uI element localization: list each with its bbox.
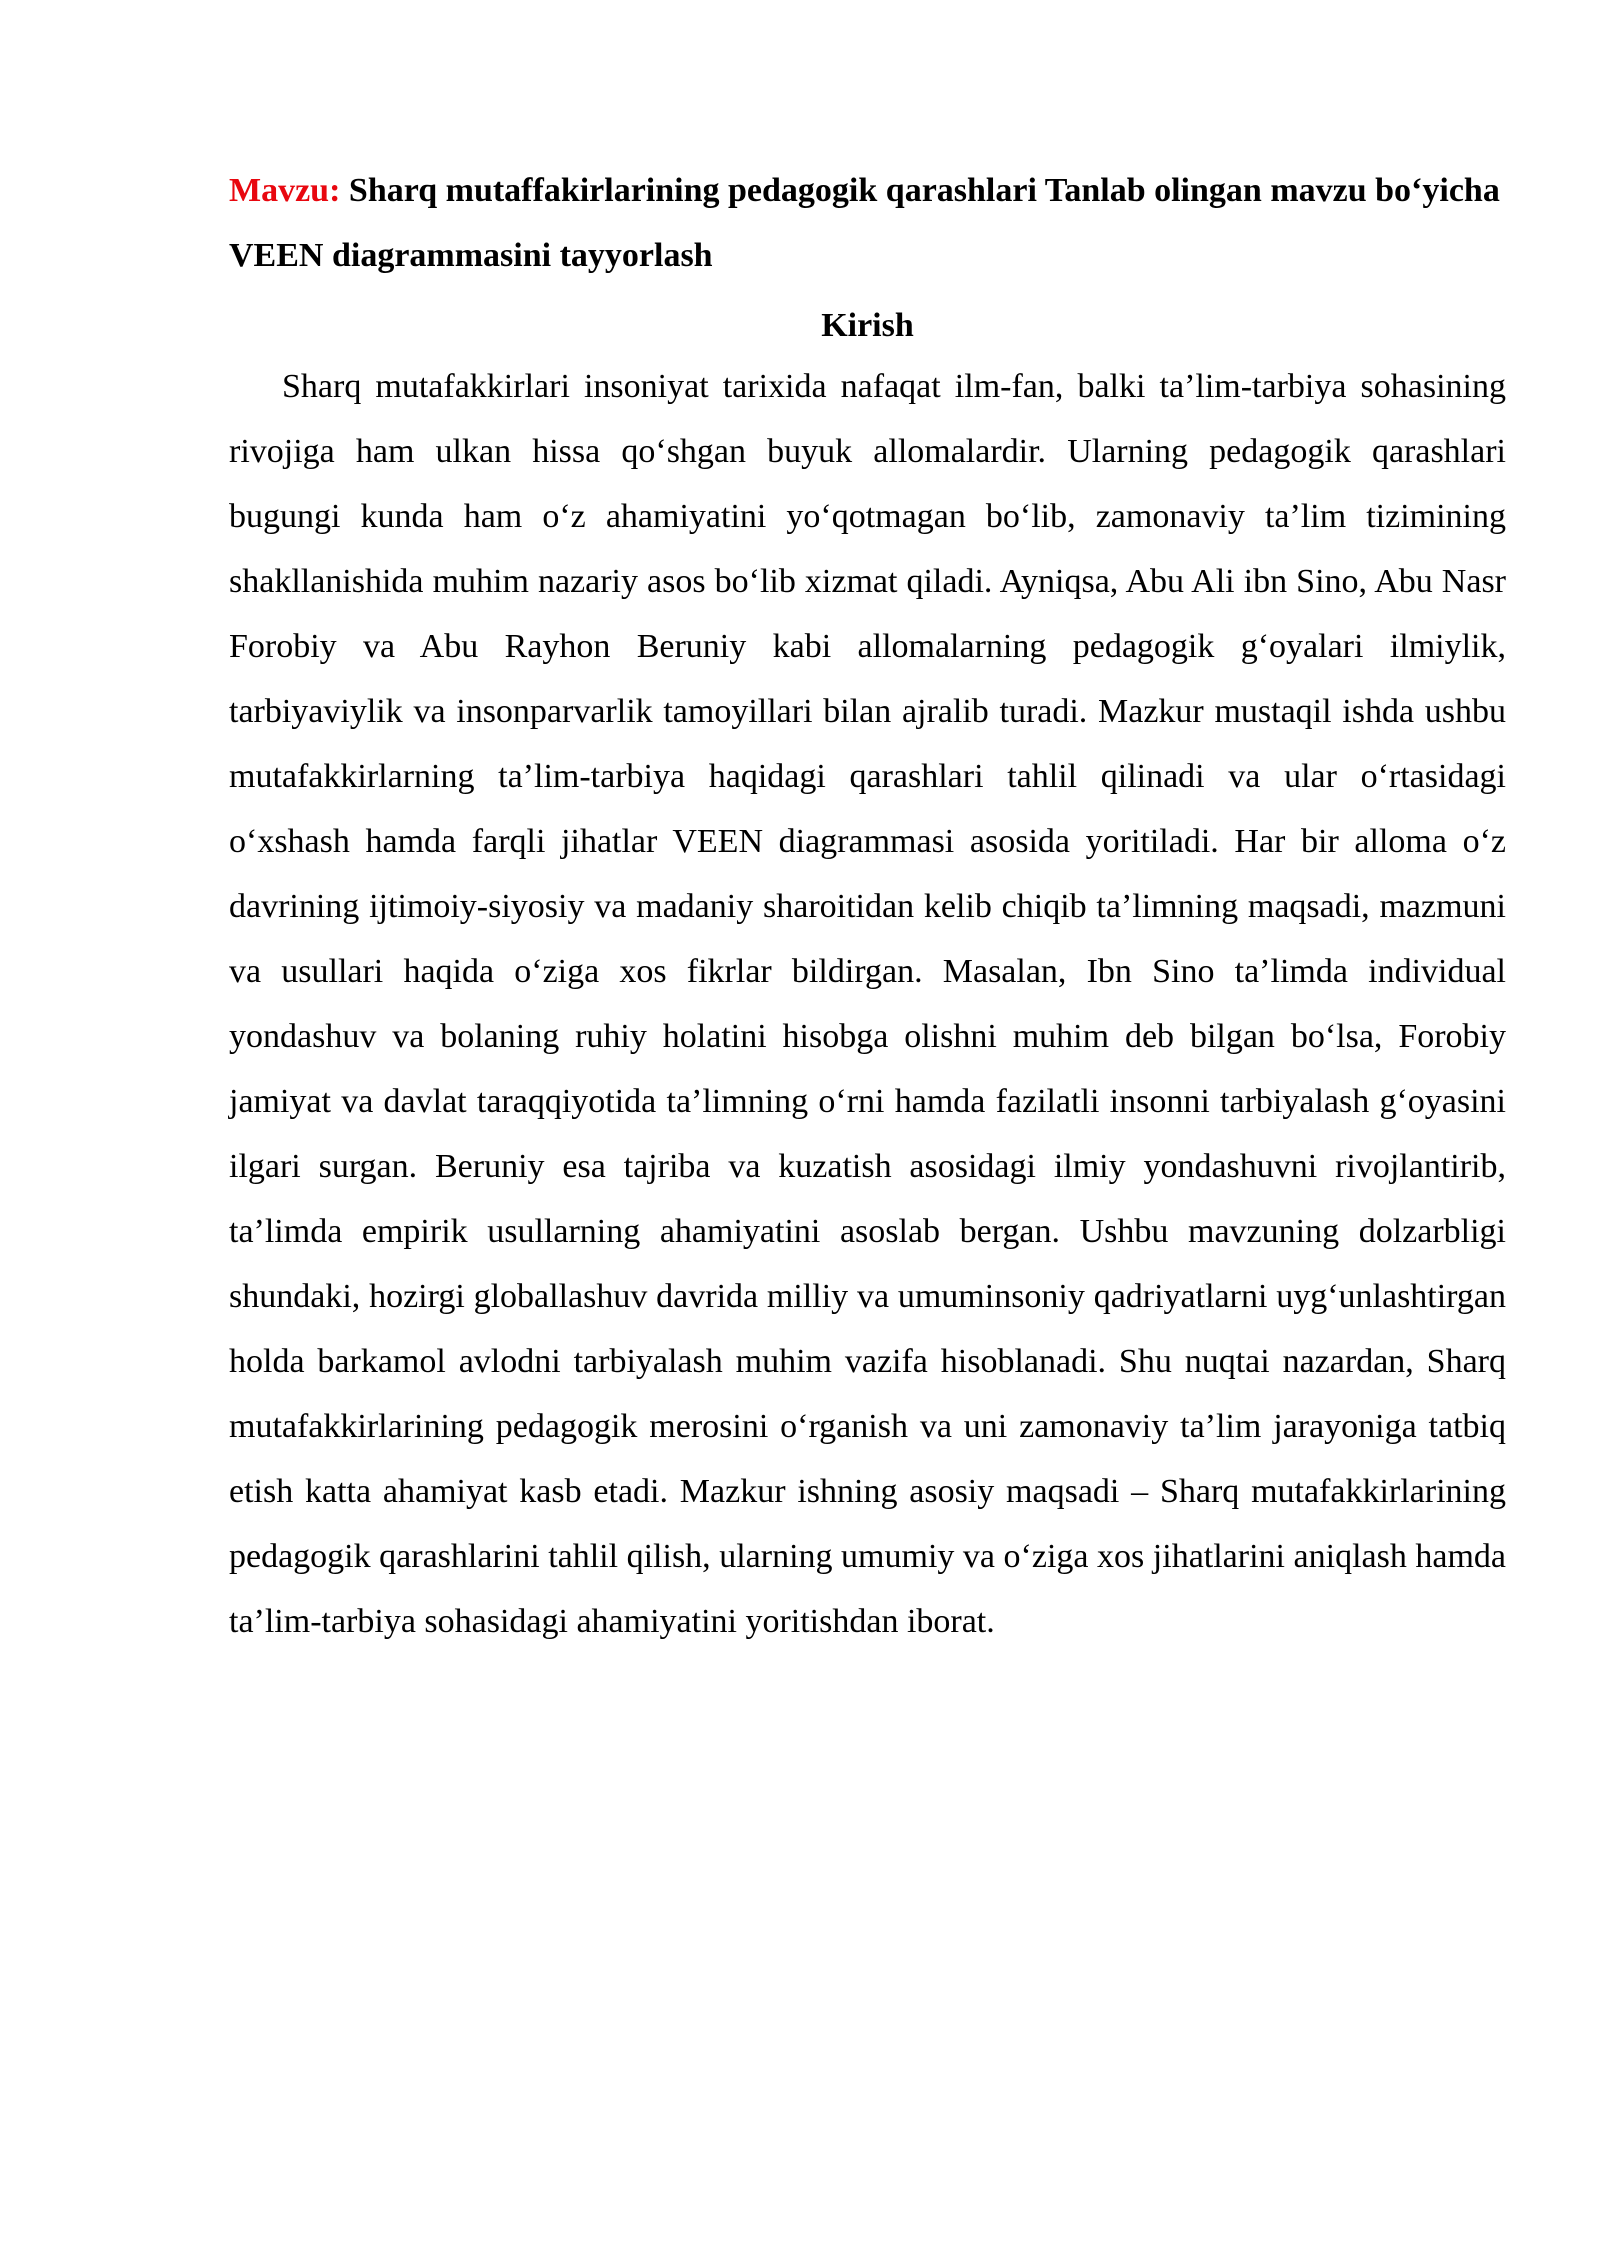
section-heading: Kirish: [821, 307, 914, 344]
intro-paragraph: Sharq mutafakkirlari insoniyat tarixida nafaqat ilm-fan, balki ta’lim-tarbiya sohasining rivojiga ham ulkan hissa qo‘shgan buyuk allomalardir. Ularning pedagogik qarashlari bugungi kunda ham o‘z ahamiyatini yo‘qotmagan bo‘lib, zamonaviy ta’lim tizimining shakllanishida muhim nazariy asos bo‘lib xizmat qiladi. Ayniqsa, Abu Ali ibn Sino, Abu Nasr Forobiy va Abu Rayhon Beruniy kabi allomalarning pedagogik g‘oyalari ilmiylik, tarbiyaviylik va insonparvarlik tamoyillari bilan ajralib turadi. Mazkur mustaqil ishda ushbu mutafakkirlarning ta’lim-tarbiya haqidagi qarashlari tahlil qilinadi va ular o‘rtasidagi o‘xshash hamda farqli jihatlar VEEN diagrammasi asosida yoritiladi. Har bir alloma o‘z davrining ijtimoiy-siyosiy va madaniy sharoitidan kelib chiqib ta’limning maqsadi, mazmuni va usullari haqida o‘ziga xos fikrlar bildirgan. Masalan, Ibn Sino ta’limda individual yondashuv va bolaning ruhiy holatini hisobga olishni muhim deb bilgan bo‘lsa, Forobiy jamiyat va davlat taraqqiyotida ta’limning o‘rni hamda fazilatli insonni tarbiyalash g‘oyasini ilgari surgan. Beruniy esa tajriba va kuzatish asosidagi ilmiy yondashuvni rivojlantirib, ta’limda empirik usullarning ahamiyatini asoslab bergan. Ushbu mavzuning dolzarbligi shundaki, hozirgi globallashuv davrida milliy va umuminsoniy qadriyatlarni uyg‘unlashtirgan holda barkamol avlodni tarbiyalash muhim vazifa hisoblanadi. Shu nuqtai nazardan, Sharq mutafakkirlarining pedagogik merosini o‘rganish va uni zamonaviy ta’lim jarayoniga tatbiq etish katta ahamiyat kasb etadi. Mazkur ishning asosiy maqsadi – Sharq mutafakkirlarining pedagogik qarashlarini tahlil qilish, ularning umumiy va o‘ziga xos jihatlarini aniqlash hamda ta’lim-tarbiya sohasidagi ahamiyatini yoritishdan iborat.: [229, 368, 1506, 1640]
topic-label: Mavzu:: [229, 172, 341, 209]
page-content: [229, 158, 1506, 1654]
topic-line: [229, 158, 1506, 288]
topic-title: Sharq mutaffakirlarining pedagogik qarashlari Tanlab olingan mavzu bo‘yicha VEEN diagrammasini tayyorlash: [229, 172, 1500, 274]
